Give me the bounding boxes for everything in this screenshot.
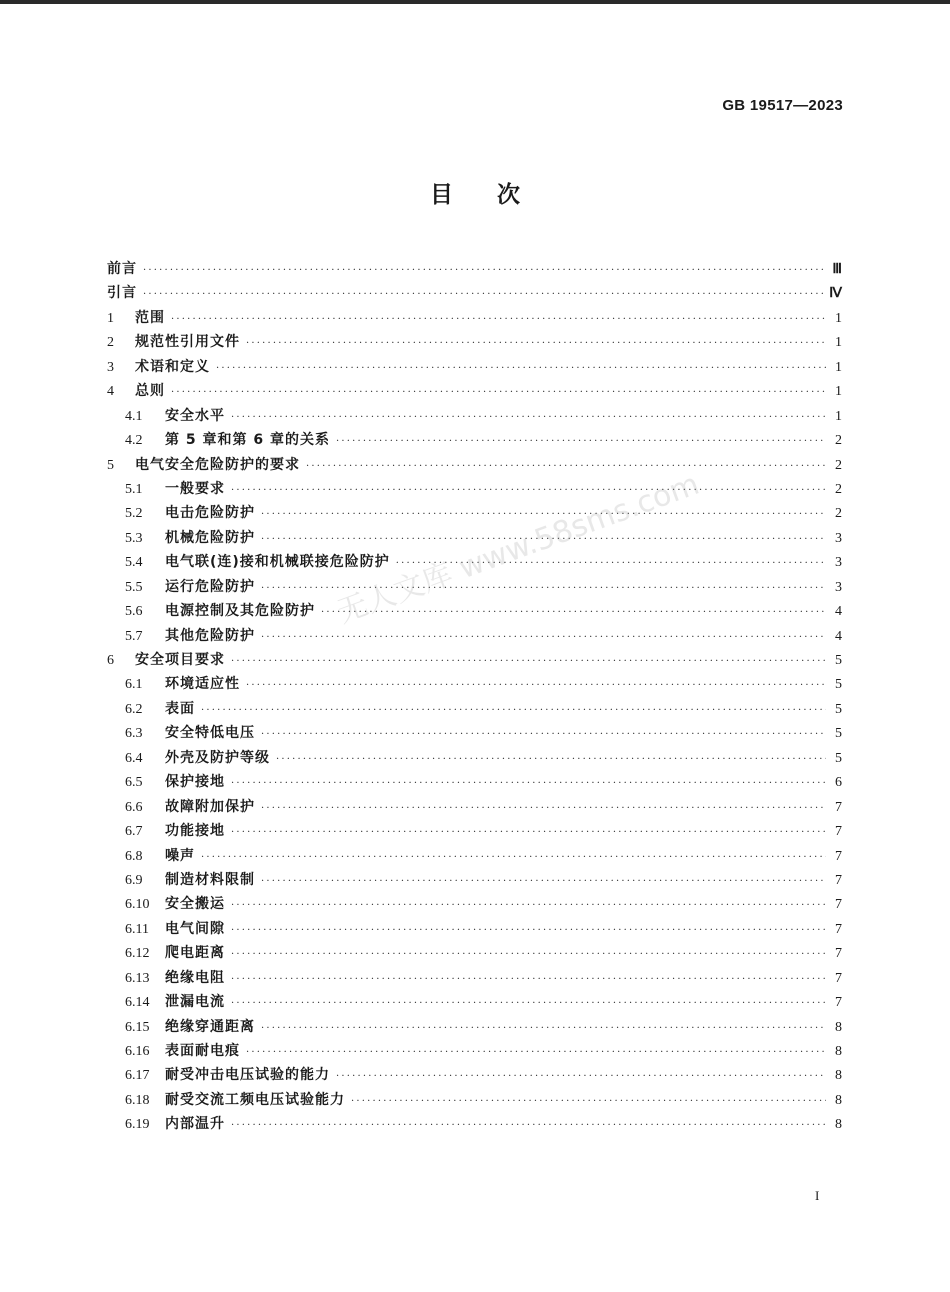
dot-leader [231, 992, 826, 1016]
toc-entry[interactable] [107, 550, 842, 574]
toc-entry-page: 2 [835, 457, 842, 473]
toc-entry-title: 电击危险防护 [165, 505, 255, 522]
toc-entry-page: 8 [835, 1117, 842, 1133]
dot-leader [396, 552, 826, 576]
toc-entry-page: 7 [835, 824, 842, 840]
dot-leader [261, 797, 826, 821]
toc-entry-title: 噪声 [165, 847, 195, 864]
toc-entry-number: 6.14 [125, 995, 150, 1011]
toc-entry-title: 爬电距离 [165, 945, 225, 962]
toc-entry-title: 保护接地 [165, 774, 225, 791]
toc-entry-number: 5.5 [125, 579, 143, 595]
toc-entry[interactable] [107, 624, 842, 648]
dot-leader [306, 455, 826, 479]
toc-entry[interactable] [107, 892, 842, 916]
toc-entry-title: 其他危险防护 [165, 627, 255, 644]
toc-entry[interactable] [107, 770, 842, 794]
toc-entry-number: 4 [107, 384, 114, 400]
toc-entry[interactable] [107, 330, 842, 354]
toc-entry-page: 3 [835, 579, 842, 595]
toc-entry[interactable] [107, 721, 842, 745]
dot-leader [321, 601, 826, 625]
toc-entry-page: 8 [835, 1044, 842, 1059]
dot-leader [231, 650, 826, 674]
dot-leader [231, 772, 826, 796]
toc-entry[interactable] [107, 526, 842, 550]
dot-leader [171, 308, 826, 332]
toc-entry-page: 8 [835, 1092, 842, 1108]
dot-leader [336, 430, 826, 454]
dot-leader [143, 259, 826, 283]
toc-entry-title: 电气安全危险防护的要求 [135, 456, 300, 473]
toc-entry[interactable] [107, 672, 842, 696]
toc-entry[interactable] [107, 281, 842, 305]
toc-entry-number: 6.7 [125, 824, 143, 840]
toc-entry-number: 5.6 [125, 604, 143, 620]
toc-entry-number: 6 [107, 653, 114, 668]
dot-leader [143, 283, 823, 307]
toc-entry-title: 规范性引用文件 [135, 334, 240, 351]
toc-entry-title: 电气间隙 [165, 920, 225, 937]
toc-entry-page: 5 [835, 677, 842, 693]
toc-entry-title: 前言 [107, 261, 137, 277]
toc-entry-page: 7 [835, 995, 842, 1011]
toc-entry-page: Ⅳ [829, 286, 842, 302]
toc-entry[interactable] [107, 1039, 842, 1063]
dot-leader [261, 870, 826, 894]
toc-entry-number: 6.15 [125, 1019, 150, 1035]
dot-leader [246, 674, 826, 698]
toc-entry-page: 4 [835, 604, 842, 620]
dot-leader [231, 406, 826, 430]
toc-entry-title: 电气联(连)接和机械联接危险防护 [165, 554, 390, 571]
toc-entry-title: 一般要求 [165, 480, 225, 497]
toc-entry-title: 故障附加保护 [165, 798, 255, 815]
toc-entry-number: 6.9 [125, 872, 143, 888]
toc-entry[interactable] [107, 941, 842, 965]
dot-leader [261, 503, 826, 527]
dot-leader [261, 528, 826, 552]
toc-entry-page: 3 [835, 530, 842, 546]
dot-leader [231, 479, 826, 503]
toc-entry-number: 6.2 [125, 701, 143, 717]
toc-entry-number: 6.19 [125, 1117, 150, 1133]
toc-entry-page: Ⅲ [832, 262, 842, 277]
toc-entry-title: 第 5 章和第 6 章的关系 [165, 432, 330, 449]
toc-entry-page: 5 [835, 701, 842, 717]
toc-entry-page: 7 [835, 897, 842, 913]
dot-leader [246, 332, 826, 356]
toc-entry-title: 安全水平 [165, 407, 225, 424]
toc-entry-title: 引言 [107, 285, 137, 302]
toc-entry[interactable] [107, 257, 842, 281]
toc-entry[interactable] [107, 501, 842, 525]
toc-entry[interactable] [107, 599, 842, 623]
toc-entry[interactable] [107, 697, 842, 721]
toc-entry-page: 3 [835, 555, 842, 571]
toc-entry-page: 7 [835, 970, 842, 986]
toc-entry[interactable] [107, 1112, 842, 1136]
toc-entry-number: 1 [107, 310, 114, 326]
dot-leader [276, 748, 826, 772]
toc-entry[interactable] [107, 990, 842, 1014]
dot-leader [216, 357, 826, 381]
toc-entry-page: 1 [835, 359, 842, 375]
toc-entry-page: 1 [835, 408, 842, 424]
dot-leader [231, 1114, 826, 1138]
toc-entry-page: 6 [835, 775, 842, 791]
toc-entry[interactable] [107, 453, 842, 477]
toc-entry[interactable] [107, 746, 842, 770]
toc-entry-page: 5 [835, 750, 842, 766]
toc-entry[interactable] [107, 868, 842, 892]
toc-entry-title: 总则 [135, 383, 165, 400]
top-border-line [0, 0, 950, 4]
toc-entry-number: 6.12 [125, 946, 150, 962]
toc-entry[interactable] [107, 428, 842, 452]
toc-entry[interactable] [107, 1088, 842, 1112]
toc-entry-number: 6.18 [125, 1092, 150, 1108]
toc-entry-number: 6.16 [125, 1044, 150, 1059]
toc-entry-number: 5.1 [125, 481, 143, 497]
toc-entry-title: 表面 [165, 700, 195, 717]
toc-entry[interactable] [107, 477, 842, 501]
toc-entry[interactable] [107, 1063, 842, 1087]
page-title: 目次 [430, 182, 564, 208]
dot-leader [201, 846, 826, 870]
toc-entry-title: 运行危险防护 [165, 578, 255, 595]
dot-leader [261, 1017, 826, 1041]
toc-entry-page: 7 [835, 799, 842, 815]
page-number: I [815, 1188, 820, 1203]
toc-entry-page: 8 [835, 1068, 842, 1084]
dot-leader [261, 723, 826, 747]
dot-leader [261, 577, 826, 601]
toc-entry-title: 安全搬运 [165, 896, 225, 913]
toc-entry[interactable] [107, 404, 842, 428]
dot-leader [231, 894, 826, 918]
toc-entry-number: 6.11 [125, 921, 149, 937]
toc-entry-title: 电源控制及其危险防护 [165, 603, 315, 620]
toc-entry-title: 耐受交流工频电压试验能力 [165, 1091, 345, 1108]
toc-entry[interactable] [107, 575, 842, 599]
toc-entry[interactable] [107, 306, 842, 330]
toc-entry-number: 6.1 [125, 677, 143, 693]
toc-entry-number: 5.3 [125, 530, 143, 546]
toc-entry[interactable] [107, 819, 842, 843]
toc-entry-title: 制造材料限制 [165, 871, 255, 888]
toc-entry-number: 6.4 [125, 750, 143, 766]
toc-entry-number: 2 [107, 335, 114, 351]
toc-entry-number: 6.6 [125, 799, 143, 815]
toc-entry[interactable] [107, 795, 842, 819]
toc-entry-title: 功能接地 [165, 823, 225, 840]
toc-entry-page: 2 [835, 506, 842, 522]
toc-entry-number: 6.10 [125, 897, 150, 913]
toc-entry-page: 2 [835, 433, 842, 449]
toc-entry-number: 4.2 [125, 433, 143, 449]
toc-entry[interactable] [107, 379, 842, 403]
toc-entry[interactable] [107, 844, 842, 868]
toc-entry-number: 6.13 [125, 970, 150, 986]
toc-entry-title: 环境适应性 [165, 676, 240, 693]
toc-entry-title: 范围 [135, 309, 165, 326]
dot-leader [231, 821, 826, 845]
toc-entry-number: 4.1 [125, 408, 143, 424]
dot-leader [231, 919, 826, 943]
toc-entry-page: 2 [835, 481, 842, 497]
toc-entry[interactable] [107, 966, 842, 990]
dot-leader [201, 699, 826, 723]
toc-entry-title: 表面耐电痕 [165, 1043, 240, 1059]
dot-leader [231, 968, 826, 992]
dot-leader [351, 1090, 826, 1114]
dot-leader [336, 1065, 826, 1089]
dot-leader [231, 943, 826, 967]
toc-entry-number: 5.7 [125, 628, 143, 644]
toc-entry[interactable] [107, 648, 842, 672]
toc-entry-number: 6.5 [125, 775, 143, 791]
toc-entry-title: 绝缘电阻 [165, 969, 225, 986]
toc-entry-title: 绝缘穿通距离 [165, 1018, 255, 1035]
toc-entry-title: 安全特低电压 [165, 725, 255, 742]
toc-entry-number: 6.17 [125, 1068, 150, 1084]
toc-entry-page: 5 [835, 726, 842, 742]
toc-entry-page: 7 [835, 921, 842, 937]
dot-leader [246, 1041, 826, 1065]
toc-entry-number: 3 [107, 359, 114, 375]
standard-number: GB 19517—2023 [722, 97, 843, 114]
watermark: 无人文库 www.58sms.com [332, 466, 704, 631]
toc-entry-page: 5 [835, 653, 842, 668]
toc-entry-title: 术语和定义 [135, 358, 210, 375]
toc-entry-title: 安全项目要求 [135, 652, 225, 668]
toc-entry-page: 7 [835, 946, 842, 962]
toc-entry-page: 8 [835, 1019, 842, 1035]
toc-entry-number: 6.3 [125, 726, 143, 742]
toc-entry-number: 6.8 [125, 848, 143, 864]
toc-entry[interactable] [107, 1015, 842, 1039]
toc-entry-number: 5 [107, 457, 114, 473]
toc-entry-page: 7 [835, 848, 842, 864]
toc-entry-page: 4 [835, 628, 842, 644]
toc-entry-number: 5.4 [125, 555, 143, 571]
toc-entry[interactable] [107, 355, 842, 379]
dot-leader [171, 381, 826, 405]
table-of-contents [107, 257, 842, 1137]
toc-entry-title: 外壳及防护等级 [165, 749, 270, 766]
toc-entry-number: 5.2 [125, 506, 143, 522]
toc-entry-title: 机械危险防护 [165, 529, 255, 546]
toc-entry-page: 7 [835, 872, 842, 888]
toc-entry-page: 1 [835, 310, 842, 326]
toc-entry[interactable] [107, 917, 842, 941]
toc-entry-page: 1 [835, 335, 842, 351]
toc-entry-title: 泄漏电流 [165, 994, 225, 1011]
toc-entry-page: 1 [835, 384, 842, 400]
toc-entry-title: 耐受冲击电压试验的能力 [165, 1067, 330, 1084]
dot-leader [261, 626, 826, 650]
toc-entry-title: 内部温升 [165, 1116, 225, 1133]
